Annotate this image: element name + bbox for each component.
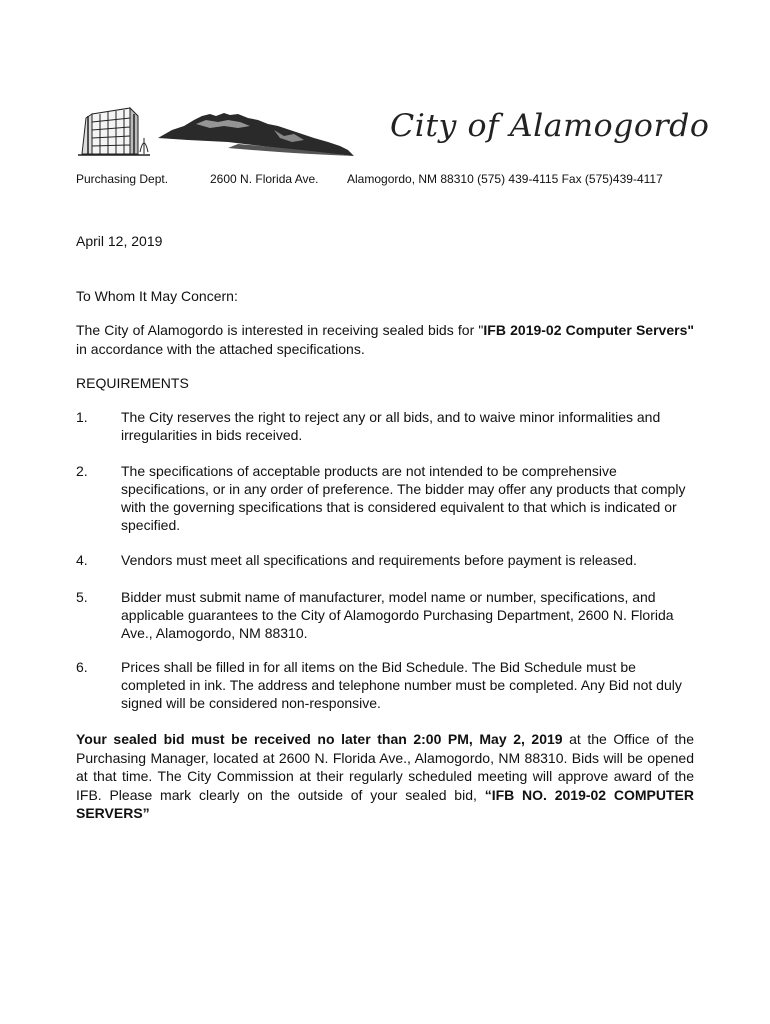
city-contact: Alamogordo, NM 88310 (575) 439-4115 Fax (575)439-4117 [347, 172, 663, 186]
requirement-number: 6. [76, 659, 88, 675]
intro-bid-title: IFB 2019-02 Computer Servers" [483, 322, 694, 338]
requirement-item [76, 588, 694, 642]
letter-date: April 12, 2019 [76, 233, 163, 249]
requirement-number: 1. [76, 409, 88, 425]
intro-suffix: in accordance with the attached specifications. [76, 340, 365, 357]
salutation: To Whom It May Concern: [76, 288, 238, 304]
requirement-number: 4. [76, 552, 88, 568]
mountains-icon [158, 113, 354, 156]
department-name: Purchasing Dept. [76, 172, 169, 186]
requirement-item [76, 408, 694, 444]
city-name-logo: City of Alamogordo [390, 108, 710, 144]
requirement-text: Bidder must submit name of manufacturer, model name or number, specifications, and applicable guarantees to the City of Alamogordo Purchasing Department, 2600 N. Florida Ave., Alamogordo, NM 88310. [121, 589, 674, 641]
requirement-item [76, 551, 694, 569]
requirement-text: Vendors must meet all specifications and requirements before payment is released. [121, 552, 637, 568]
requirement-item [76, 658, 694, 712]
city-logo [78, 104, 368, 160]
requirement-text: Prices shall be filled in for all items on the Bid Schedule. The Bid Schedule must be completed in ink. The address and telephone number must be completed. Any Bid not duly signed will be considered non-responsive. [121, 659, 682, 711]
requirement-text: The City reserves the right to reject any or all bids, and to waive minor informalities and irregularities in bids received. [121, 409, 661, 443]
requirement-number: 5. [76, 589, 88, 605]
requirement-item [76, 462, 694, 534]
street-address: 2600 N. Florida Ave. [210, 172, 319, 186]
requirement-number: 2. [76, 463, 88, 479]
building-icon [78, 108, 150, 155]
requirements-heading: REQUIREMENTS [76, 375, 189, 391]
deadline-statement: Your sealed bid must be received no later than 2:00 PM, May 2, 2019 [76, 731, 563, 747]
bid-marking: “IFB NO. 2019-02 COMPUTER SERVERS” [76, 786, 694, 821]
intro-paragraph [76, 321, 694, 358]
intro-prefix: The City of Alamogordo is interested in receiving sealed bids for " [76, 322, 484, 338]
closing-text: at the Office of the Purchasing Manager, located at 2600 N. Florida Ave., Alamogordo, NM 88310. Bids will be opened at that time. The City Commission at their regularly scheduled meeting will approve award of the IFB. Please mark clearly on the outside of your sealed bid, [76, 731, 694, 803]
requirement-text: The specifications of acceptable products are not intended to be comprehensive specifications, or in any order of preference. The bidder may offer any products that comply with the governing specifications that is considered equivalent to that which is indicated or specified. [121, 463, 686, 533]
closing-paragraph [76, 730, 694, 823]
